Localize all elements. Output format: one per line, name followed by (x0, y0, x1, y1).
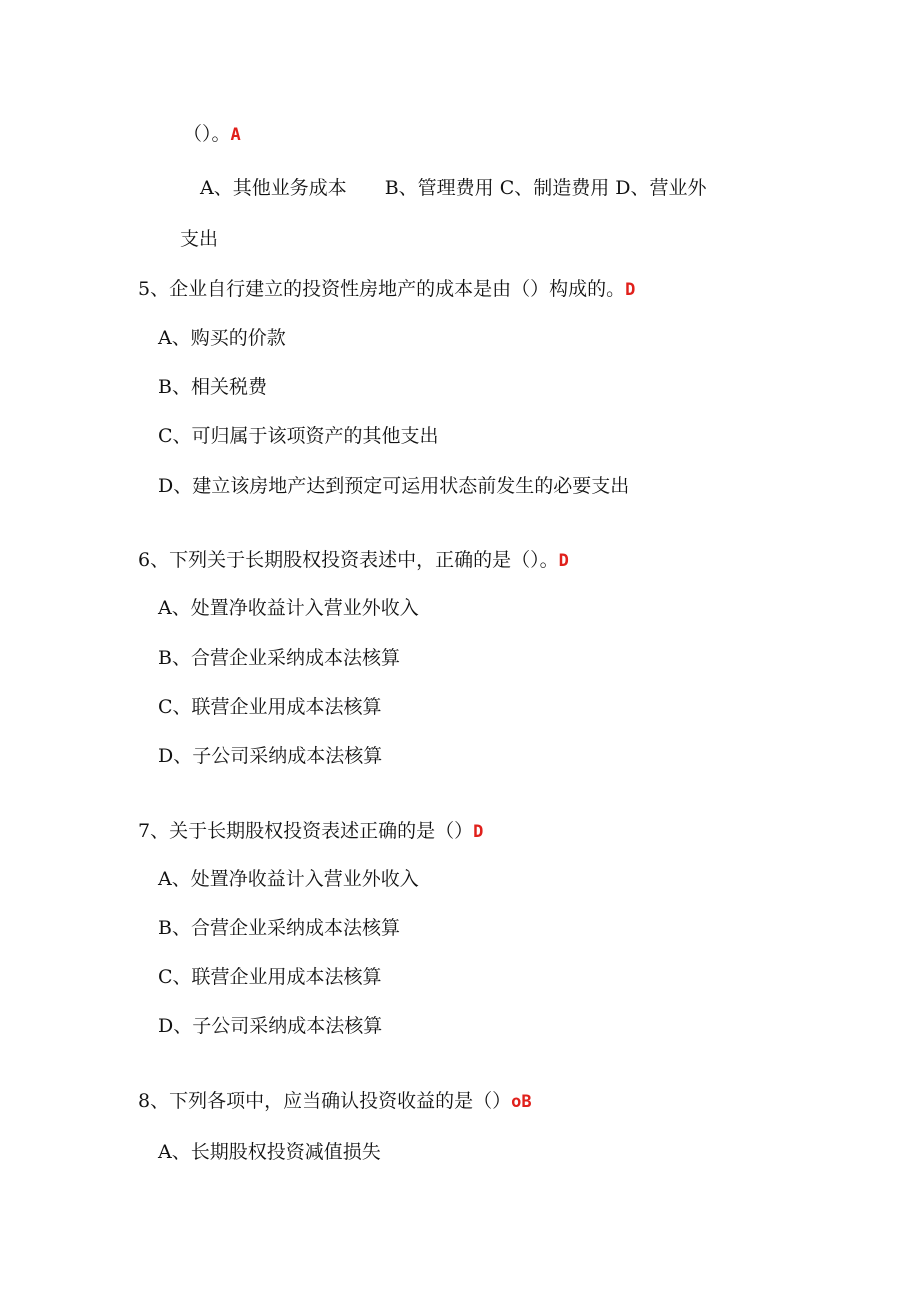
q7-question (138, 819, 483, 844)
q5-question (138, 277, 635, 302)
q4-stem-tail (183, 122, 241, 147)
q7-option-a: A、处置净收益计入营业外收入 (158, 868, 419, 890)
q7-option-c: C、联营企业用成本法核算 (158, 966, 382, 988)
q5-question-text: 5、企业自行建立的投资性房地产的成本是由（）构成的。 (138, 278, 626, 300)
q6-option-a: A、处置净收益计入营业外收入 (158, 597, 419, 619)
q8-answer: oB (511, 1092, 532, 1112)
q7-option-b: B、合营企业采纳成本法核算 (158, 917, 400, 939)
q4-stem-text: （）。 (183, 123, 231, 145)
q5-option-a: A、购买的价款 (158, 327, 286, 349)
q8-option-a: A、长期股权投资减值损失 (158, 1141, 381, 1163)
q7-option-d: D、子公司采纳成本法核算 (158, 1015, 383, 1037)
q8-question (138, 1089, 532, 1114)
q6-option-c: C、联营企业用成本法核算 (158, 696, 382, 718)
q6-answer: D (558, 551, 569, 571)
q5-option-d: D、建立该房地产达到预定可运用状态前发生的必要支出 (158, 475, 630, 497)
q4-answer: A (230, 125, 241, 145)
q7-answer: D (473, 822, 484, 842)
q5-option-b: B、相关税费 (158, 376, 267, 398)
q4-options-continuation: 支出 (180, 228, 219, 250)
q6-question (138, 548, 569, 573)
q7-question-text: 7、关于长期股权投资表述正确的是（） (138, 820, 474, 842)
q4-options-line: A、其他业务成本 B、管理费用 C、制造费用 D、营业外 (200, 177, 707, 199)
q6-option-b: B、合营企业采纳成本法核算 (158, 647, 400, 669)
q8-question-text: 8、下列各项中，应当确认投资收益的是（） (138, 1090, 512, 1112)
q6-question-text: 6、下列关于长期股权投资表述中，正确的是（）。 (138, 549, 559, 571)
q5-answer: D (625, 280, 636, 300)
q6-option-d: D、子公司采纳成本法核算 (158, 745, 383, 767)
q5-option-c: C、可归属于该项资产的其他支出 (158, 425, 439, 447)
